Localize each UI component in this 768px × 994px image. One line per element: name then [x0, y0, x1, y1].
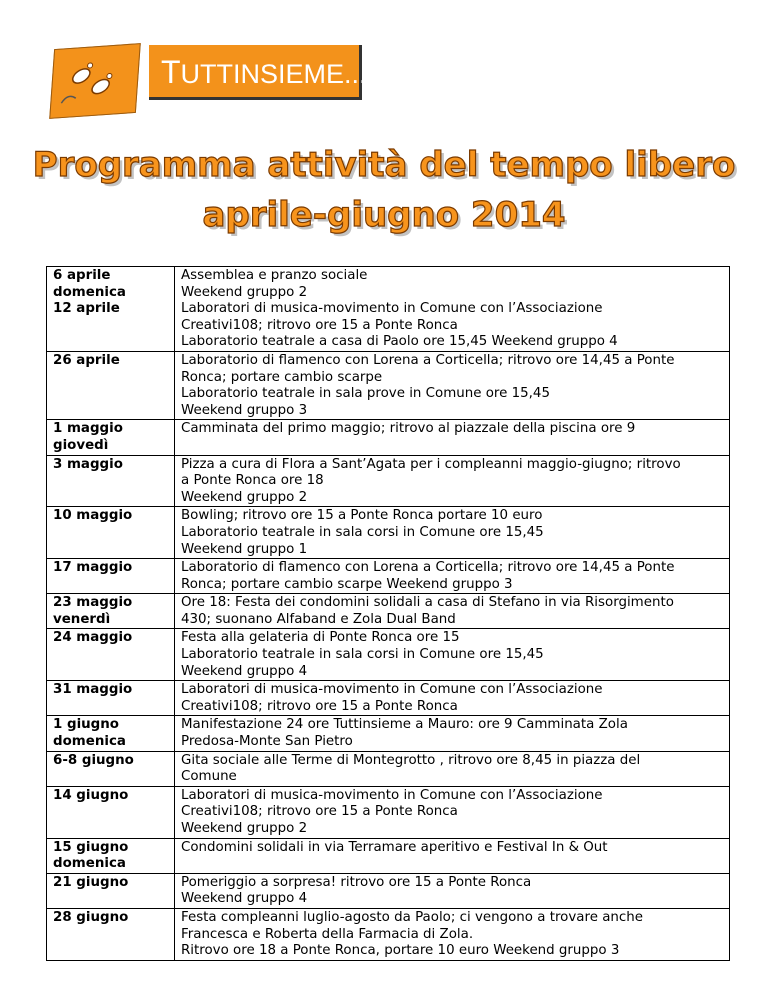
- date-text: 28 giugno: [53, 909, 129, 925]
- schedule-activity-cell: [175, 594, 730, 629]
- schedule-date-cell: [47, 786, 175, 838]
- title-line-2: aprile-giugno 2014: [202, 195, 566, 235]
- activity-text: Pomeriggio a sorpresa! ritrovo ore 15 a Ponte Ronca: [181, 874, 532, 890]
- schedule-date-cell: [47, 455, 175, 507]
- schedule-date-cell: [47, 507, 175, 559]
- schedule-date-cell: [47, 838, 175, 873]
- activity-text: Laboratorio teatrale a casa di Paolo ore 15,45 Weekend gruppo 4: [181, 334, 618, 350]
- schedule-activity-cell: [175, 507, 730, 559]
- schedule-activity-cell: [175, 559, 730, 594]
- schedule-row: [47, 908, 730, 960]
- schedule-row: [47, 838, 730, 873]
- schedule-row: [47, 420, 730, 455]
- activity-text: Assemblea e pranzo sociale: [181, 268, 368, 283]
- schedule-date-cell: [47, 267, 175, 352]
- activity-text: Weekend gruppo 2: [181, 489, 308, 505]
- schedule-date-cell: [47, 751, 175, 786]
- page-title: [0, 140, 768, 240]
- date-text: venerdì: [53, 611, 111, 627]
- activity-text: Ritrovo ore 18 a Ponte Ronca, portare 10 euro Weekend gruppo 3: [181, 943, 620, 959]
- date-text: domenica: [53, 284, 126, 300]
- date-text: 12 aprile: [53, 301, 120, 317]
- activity-text: Creativi108; ritrovo ore 15 a Ponte Ronca: [181, 804, 458, 820]
- schedule-activity-cell: [175, 751, 730, 786]
- date-text: 26 aprile: [53, 352, 120, 368]
- schedule-date-cell: [47, 420, 175, 455]
- schedule-date-cell: [47, 716, 175, 751]
- schedule-date-cell: [47, 559, 175, 594]
- activity-text: Weekend gruppo 1: [181, 541, 308, 557]
- activity-text: Comune: [181, 769, 237, 785]
- activity-text: Weekend gruppo 2: [181, 821, 308, 836]
- schedule-activity-cell: [175, 681, 730, 716]
- activity-text: 430; suonano Alfaband e Zola Dual Band: [181, 611, 456, 627]
- activity-text: Creativi108; ritrovo ore 15 a Ponte Ronca: [181, 317, 458, 333]
- activity-text: Ronca; portare cambio scarpe Weekend gruppo 3: [181, 576, 513, 592]
- date-text: 6 aprile: [53, 268, 111, 283]
- activity-text: Manifestazione 24 ore Tuttinsieme a Mauro: ore 9 Camminata Zola: [181, 717, 628, 733]
- schedule-activity-cell: [175, 838, 730, 873]
- date-text: 6-8 giugno: [53, 752, 134, 768]
- activity-text: Laboratorio teatrale in sala prove in Comune ore 15,45: [181, 386, 550, 402]
- activity-text: Laboratori di musica-movimento in Comune con l’Associazione: [181, 301, 603, 317]
- date-text: 1 maggio: [53, 421, 123, 437]
- activity-text: Camminata del primo maggio; ritrovo al piazzale della piscina ore 9: [181, 421, 636, 437]
- schedule-activity-cell: [175, 716, 730, 751]
- schedule-date-cell: [47, 681, 175, 716]
- schedule-row: [47, 455, 730, 507]
- activity-text: Francesca e Roberta della Farmacia di Zola.: [181, 926, 474, 942]
- date-text: 24 maggio: [53, 630, 133, 646]
- schedule-date-cell: [47, 351, 175, 419]
- date-text: 10 maggio: [53, 508, 133, 524]
- logo-tile: [49, 43, 141, 119]
- schedule-activity-cell: [175, 873, 730, 908]
- footprints-icon: [57, 51, 131, 112]
- activity-text: Creativi108; ritrovo ore 15 a Ponte Ronca: [181, 698, 458, 714]
- schedule-table: [46, 266, 730, 961]
- schedule-row: [47, 629, 730, 681]
- schedule-row: [47, 267, 730, 352]
- activity-text: Laboratorio teatrale in sala corsi in Comune ore 15,45: [181, 647, 544, 663]
- logo-text: TUTTINSIEME...: [161, 54, 367, 90]
- logo: [52, 38, 372, 120]
- date-text: 1 giugno: [53, 717, 120, 733]
- activity-text: Weekend gruppo 4: [181, 663, 308, 679]
- activity-text: Laboratori di musica-movimento in Comune con l’Associazione: [181, 682, 603, 698]
- activity-text: Weekend gruppo 2: [181, 284, 308, 300]
- schedule-date-cell: [47, 629, 175, 681]
- schedule-activity-cell: [175, 455, 730, 507]
- date-text: 21 giugno: [53, 874, 129, 890]
- activity-text: Weekend gruppo 3: [181, 402, 308, 418]
- date-text: 23 maggio: [53, 595, 133, 611]
- logo-banner: [149, 45, 367, 100]
- date-text: domenica: [53, 734, 126, 750]
- activity-text: Ronca; portare cambio scarpe: [181, 369, 383, 385]
- activity-text: Festa compleanni luglio-agosto da Paolo; ci vengono a trovare anche: [181, 909, 643, 925]
- schedule-date-cell: [47, 594, 175, 629]
- activity-text: Ore 18: Festa dei condomini solidali a casa di Stefano in via Risorgimento: [181, 595, 674, 611]
- schedule-row: [47, 681, 730, 716]
- activity-text: Weekend gruppo 4: [181, 891, 308, 907]
- activity-text: Laboratorio di flamenco con Lorena a Corticella; ritrovo ore 14,45 a Ponte: [181, 560, 675, 576]
- schedule-row: [47, 716, 730, 751]
- date-text: giovedì: [53, 437, 109, 453]
- activity-text: a Ponte Ronca ore 18: [181, 473, 324, 489]
- schedule-activity-cell: [175, 351, 730, 419]
- schedule-row: [47, 873, 730, 908]
- schedule-date-cell: [47, 908, 175, 960]
- date-text: domenica: [53, 856, 126, 872]
- schedule-activity-cell: [175, 629, 730, 681]
- schedule-row: [47, 751, 730, 786]
- activity-text: Laboratori di musica-movimento in Comune con l’Associazione: [181, 787, 603, 803]
- activity-text: Laboratorio teatrale in sala corsi in Comune ore 15,45: [181, 524, 544, 540]
- schedule-row: [47, 559, 730, 594]
- schedule-row: [47, 594, 730, 629]
- date-text: 14 giugno: [53, 787, 129, 803]
- date-text: 15 giugno: [53, 839, 129, 855]
- activity-text: Gita sociale alle Terme di Montegrotto , ritrovo ore 8,45 in piazza del: [181, 752, 641, 768]
- schedule-activity-cell: [175, 420, 730, 455]
- schedule-activity-cell: [175, 786, 730, 838]
- activity-text: Festa alla gelateria di Ponte Ronca ore 15: [181, 630, 460, 646]
- date-text: 3 maggio: [53, 456, 123, 472]
- activity-text: Predosa-Monte San Pietro: [181, 734, 353, 750]
- schedule-row: [47, 786, 730, 838]
- schedule-activity-cell: [175, 267, 730, 352]
- activity-text: Pizza a cura di Flora a Sant’Agata per i compleanni maggio-giugno; ritrovo: [181, 456, 681, 472]
- activity-text: Condomini solidali in via Terramare aperitivo e Festival In & Out: [181, 839, 608, 855]
- schedule-row: [47, 351, 730, 419]
- activity-text: Bowling; ritrovo ore 15 a Ponte Ronca portare 10 euro: [181, 508, 543, 524]
- date-text: 17 maggio: [53, 560, 133, 576]
- schedule-date-cell: [47, 873, 175, 908]
- schedule-row: [47, 507, 730, 559]
- schedule-activity-cell: [175, 908, 730, 960]
- date-text: 31 maggio: [53, 682, 133, 698]
- activity-text: Laboratorio di flamenco con Lorena a Corticella; ritrovo ore 14,45 a Ponte: [181, 352, 675, 368]
- title-line-1: Programma attività del tempo libero: [32, 145, 736, 185]
